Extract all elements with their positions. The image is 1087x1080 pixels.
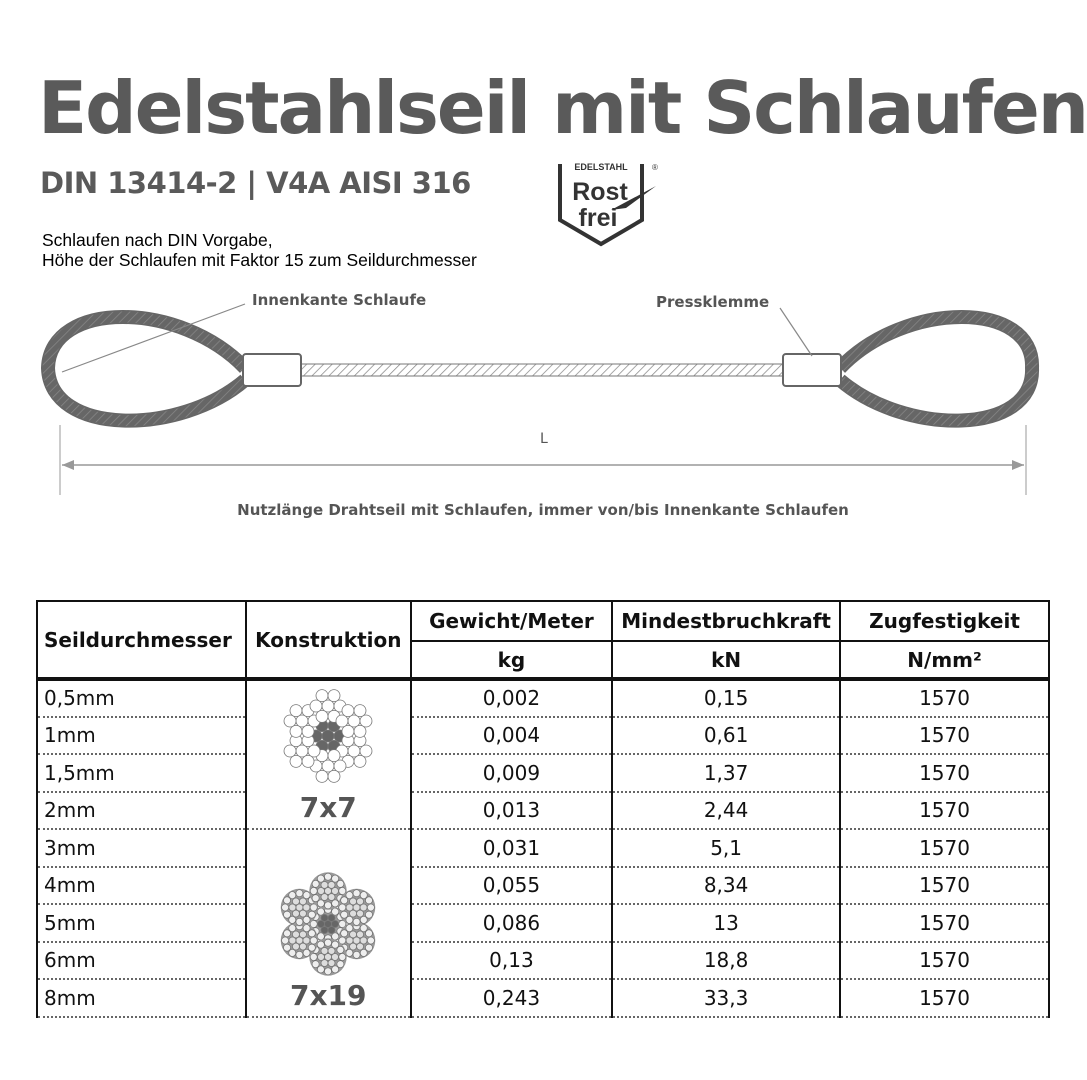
cell-diameter: 8mm — [37, 979, 246, 1017]
cell-weight: 0,004 — [411, 717, 612, 755]
rostfrei-logo — [556, 158, 656, 246]
cell-force: 0,61 — [612, 717, 840, 755]
cell-force: 5,1 — [612, 829, 840, 867]
standard-subtitle: DIN 13414-2 | V4A AISI 316 — [40, 166, 471, 200]
cell-diameter: 5mm — [37, 904, 246, 942]
table-row — [37, 717, 1049, 755]
cell-weight: 0,243 — [411, 979, 612, 1017]
table-row — [37, 867, 1049, 905]
cell-strength: 1570 — [840, 979, 1049, 1017]
label-clamp: Pressklemme — [656, 293, 770, 311]
header-weight-unit: kg — [411, 641, 612, 679]
cell-diameter: 6mm — [37, 942, 246, 980]
cell-force: 8,34 — [612, 867, 840, 905]
right-loop — [840, 317, 1032, 421]
strand-icon-7x7 — [253, 688, 404, 791]
cell-strength: 1570 — [840, 829, 1049, 867]
length-caption: Nutzlänge Drahtseil mit Schlaufen, immer von/bis Innenkante Schlaufen — [237, 501, 849, 519]
table-row — [37, 679, 1049, 717]
header-weight: Gewicht/Meter — [411, 601, 612, 641]
construction-label: 7x7 — [299, 791, 357, 824]
note-line-2: Höhe der Schlaufen mit Faktor 15 zum Seildurchmesser — [42, 250, 477, 270]
construction-cell — [246, 679, 411, 829]
cell-weight: 0,002 — [411, 679, 612, 717]
cell-weight: 0,055 — [411, 867, 612, 905]
table-row — [37, 942, 1049, 980]
svg-text:frei: frei — [578, 204, 618, 232]
strand-icon-7x19 — [253, 876, 404, 979]
cell-strength: 1570 — [840, 679, 1049, 717]
specs-table — [36, 600, 1050, 1018]
rope — [300, 364, 785, 376]
header-strength: Zugfestigkeit — [840, 601, 1049, 641]
cell-diameter: 3mm — [37, 829, 246, 867]
left-loop — [48, 317, 245, 421]
header-force: Mindestbruchkraft — [612, 601, 840, 641]
table-row — [37, 829, 1049, 867]
cell-strength: 1570 — [840, 904, 1049, 942]
cell-strength: 1570 — [840, 792, 1049, 830]
right-clamp — [783, 354, 841, 386]
cell-force: 0,15 — [612, 679, 840, 717]
cell-diameter: 1mm — [37, 717, 246, 755]
cell-strength: 1570 — [840, 717, 1049, 755]
cell-weight: 0,031 — [411, 829, 612, 867]
cell-strength: 1570 — [840, 942, 1049, 980]
cell-force: 2,44 — [612, 792, 840, 830]
cell-diameter: 4mm — [37, 867, 246, 905]
rope-diagram — [0, 280, 1080, 530]
construction-label: 7x19 — [290, 978, 367, 1012]
page-title: Edelstahlseil mit Schlaufen — [38, 66, 1087, 150]
cell-weight: 0,009 — [411, 754, 612, 792]
table-row — [37, 754, 1049, 792]
table-row — [37, 792, 1049, 830]
svg-text:®: ® — [652, 163, 658, 172]
label-inner-edge: Innenkante Schlaufe — [252, 291, 427, 309]
left-clamp — [243, 354, 301, 386]
cell-force: 1,37 — [612, 754, 840, 792]
label-length: L — [540, 431, 548, 447]
table-row — [37, 979, 1049, 1017]
cell-diameter: 2mm — [37, 792, 246, 830]
svg-text:Rost: Rost — [572, 178, 628, 206]
cell-weight: 0,013 — [411, 792, 612, 830]
cell-strength: 1570 — [840, 867, 1049, 905]
cell-strength: 1570 — [840, 754, 1049, 792]
cell-weight: 0,086 — [411, 904, 612, 942]
cell-force: 18,8 — [612, 942, 840, 980]
cell-diameter: 0,5mm — [37, 679, 246, 717]
cell-force: 33,3 — [612, 979, 840, 1017]
header-construction: Konstruktion — [246, 601, 411, 679]
cell-weight: 0,13 — [411, 942, 612, 980]
svg-text:EDELSTAHL: EDELSTAHL — [574, 162, 628, 172]
header-strength-unit: N/mm² — [840, 641, 1049, 679]
header-diameter: Seildurchmesser — [37, 601, 246, 679]
table-row — [37, 904, 1049, 942]
note-line-1: Schlaufen nach DIN Vorgabe, — [42, 230, 273, 250]
cell-force: 13 — [612, 904, 840, 942]
header-force-unit: kN — [612, 641, 840, 679]
loop-note — [42, 230, 477, 270]
construction-cell — [246, 829, 411, 1017]
cell-diameter: 1,5mm — [37, 754, 246, 792]
